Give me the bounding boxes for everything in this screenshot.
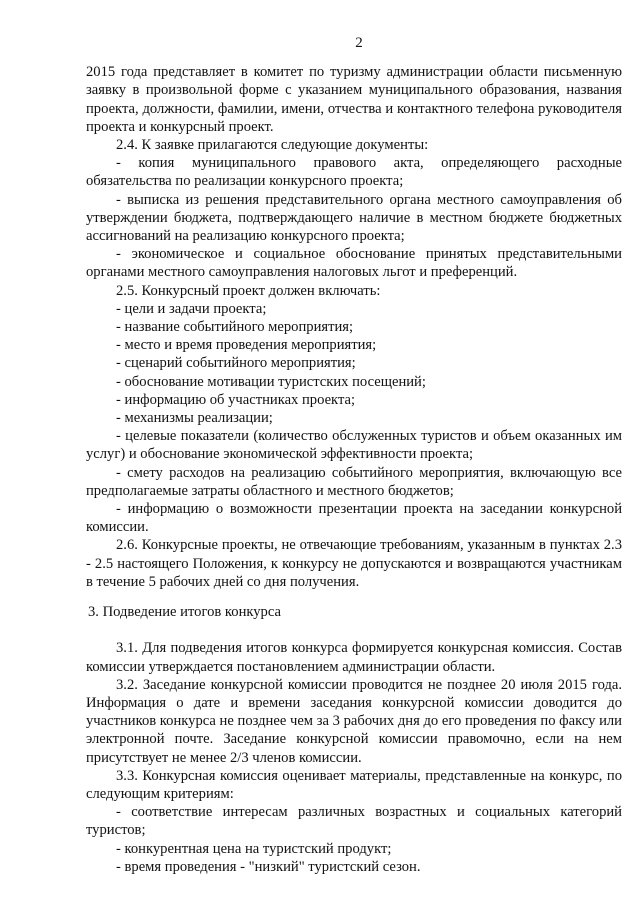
list-item: - копия муниципального правового акта, определяющего расходные обязательства по реализации конкурсного проекта; — [86, 155, 622, 190]
list-item: - место и время проведения мероприятия; — [116, 337, 377, 354]
list-item: - обоснование мотивации туристских посещений; — [116, 373, 426, 390]
paragraph-2-4: 2.4. К заявке прилагаются следующие документы: — [116, 137, 429, 154]
list-item: - сценарий событийного мероприятия; — [116, 355, 356, 372]
list-item: - цели и задачи проекта; — [116, 300, 267, 317]
list-item: - информацию об участниках проекта; — [116, 391, 356, 408]
paragraph-3-2: 3.2. Заседание конкурсной комиссии проводится не позднее 20 июля 2015 года. Информация о дате и времени заседания конкурсной комиссии доводится до участников конкурса не позднее чем за 3 рабочих дня до его проведения по факсу или электронной почте. Заседание конкурсной комиссии правомочно, если на нем присутствует не менее 2/3 членов комиссии. — [86, 676, 622, 766]
list-item: - экономическое и социальное обоснование принятых представительными органами местного самоуправления налоговых льгот и преференций. — [86, 246, 622, 281]
paragraph-continuation: 2015 года представляет в комитет по туризму администрации области письменную заявку в произвольной форме с указанием муниципального образования, названия проекта, должности, фамилии, имени, отчества и контактного телефона руководителя проекта и конкурсный проект. — [86, 64, 622, 135]
page-number: 2 — [355, 35, 363, 51]
list-item: - соответствие интересам различных возрастных и социальных категорий туристов; — [86, 804, 622, 839]
section-title: 3. Подведение итогов конкурса — [88, 604, 281, 621]
list-item: - целевые показатели (количество обслуженных туристов и объем оказанных им услуг) и обоснование экономической эффективности проекта; — [86, 428, 622, 463]
paragraph-3-1: 3.1. Для подведения итогов конкурса формируется конкурсная комиссия. Состав комиссии утверждается постановлением администрации области. — [86, 640, 622, 675]
paragraph-2-6: 2.6. Конкурсные проекты, не отвечающие требованиям, указанным в пунктах 2.3 - 2.5 настоящего Положения, к конкурсу не допускаются и возвращаются участникам в течение 5 рабочих дней со дня получения. — [86, 537, 622, 590]
list-item: - смету расходов на реализацию событийного мероприятия, включающую все предполагаемые затраты областного и местного бюджетов; — [86, 464, 622, 499]
paragraph-3-3: 3.3. Конкурсная комиссия оценивает материалы, представленные на конкурс, по следующим критериям: — [86, 767, 622, 802]
list-item: - выписка из решения представительного органа местного самоуправления об утверждении бюджета, подтверждающего наличие в местном бюджете бюджетных ассигнований на реализацию конкурсного проекта; — [86, 191, 622, 245]
document-page — [86, 34, 622, 876]
list-item: - механизмы реализации; — [116, 410, 273, 427]
list-item: - время проведения - "низкий" туристский сезон. — [116, 858, 421, 875]
paragraph-2-5: 2.5. Конкурсный проект должен включать: — [116, 282, 381, 299]
list-item: - информацию о возможности презентации проекта на заседании конкурсной комиссии. — [86, 501, 622, 536]
list-item: - конкурентная цена на туристский продукт; — [116, 840, 392, 857]
list-item: - название событийного мероприятия; — [116, 319, 354, 336]
